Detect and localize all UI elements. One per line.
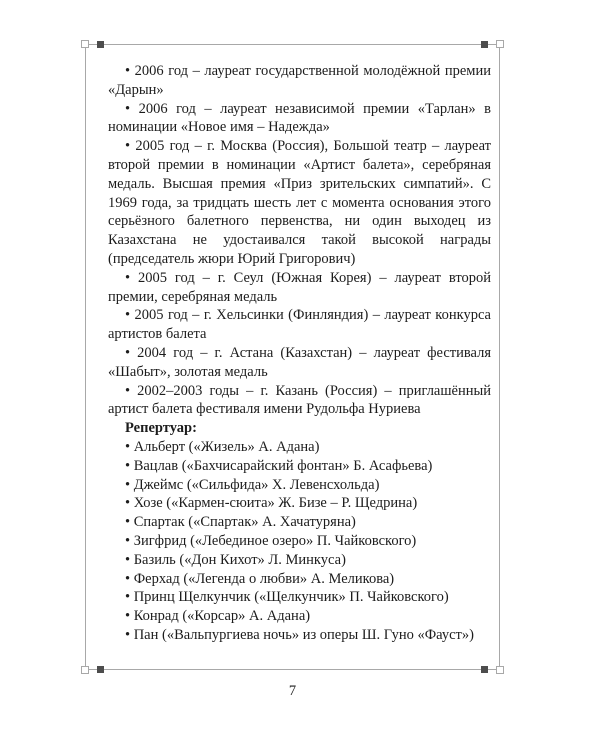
award-item: • 2005 год – г. Сеул (Южная Корея) – лауреат второй премии, серебряная медаль: [108, 269, 491, 305]
award-item: • 2005 год – г. Москва (Россия), Большой театр – лауреат второй премии в номинации «Артист балета», серебряная медаль. Высшая премия «Приз зрительских симпатий». С 1969 года, за тридцать шесть лет с момента основания этого серьёзного балетного первенства, ни один выходец из Казахстана не удостаивался такой высокой награды (председатель жюри Юрий Григорович): [108, 138, 491, 267]
page-number: 7: [288, 683, 297, 699]
corner-square-ornament: [97, 41, 104, 48]
corner-step-ornament: [496, 666, 504, 674]
corner-step-ornament: [81, 666, 89, 674]
award-item: • 2006 год – лауреат государственной молодёжной премии «Дарын»: [108, 63, 491, 98]
repertoire-item: • Хозе («Кармен-сюита» Ж. Бизе – Р. Щедрина): [125, 495, 418, 512]
corner-square-ornament: [481, 41, 488, 48]
award-item: • 2004 год – г. Астана (Казахстан) – лауреат фестиваля «Шабыт», золотая медаль: [108, 344, 491, 380]
corner-square-ornament: [481, 666, 488, 673]
corner-step-ornament: [496, 40, 504, 48]
repertoire-heading: Репертуар:: [125, 420, 197, 437]
repertoire-item: • Пан («Вальпургиева ночь» из оперы Ш. Гуно «Фауст»): [125, 626, 474, 643]
repertoire-item: • Ферхад («Легенда о любви» А. Меликова): [125, 570, 395, 587]
repertoire-item: • Альберт («Жизель» А. Адана): [125, 438, 320, 455]
award-item: • 2005 год – г. Хельсинки (Финляндия) – лауреат конкурса артистов балета: [108, 307, 491, 343]
repertoire-item: • Зигфрид («Лебединое озеро» П. Чайковского): [125, 532, 417, 549]
award-item: • 2006 год – лауреат независимой премии «Тарлан» в номинации «Новое имя – Надежда»: [108, 100, 491, 136]
repertoire-item: • Принц Щелкунчик («Щелкунчик» П. Чайковского): [125, 589, 449, 606]
corner-step-ornament: [81, 40, 89, 48]
corner-square-ornament: [97, 666, 104, 673]
page-content: [108, 62, 491, 645]
repertoire-item: • Спартак («Спартак» А. Хачатуряна): [125, 514, 356, 531]
repertoire-item: • Вацлав («Бахчисарайский фонтан» Б. Асафьева): [125, 457, 433, 474]
award-item: • 2002–2003 годы – г. Казань (Россия) – приглашённый артист балета фестиваля имени Рудольфа Нуриева: [108, 382, 491, 418]
repertoire-item: • Джеймс («Сильфида» Х. Левенсхольда): [125, 476, 380, 493]
repertoire-item: • Базиль («Дон Кихот» Л. Минкуса): [125, 551, 346, 568]
repertoire-item: • Конрад («Корсар» А. Адана): [125, 608, 311, 625]
